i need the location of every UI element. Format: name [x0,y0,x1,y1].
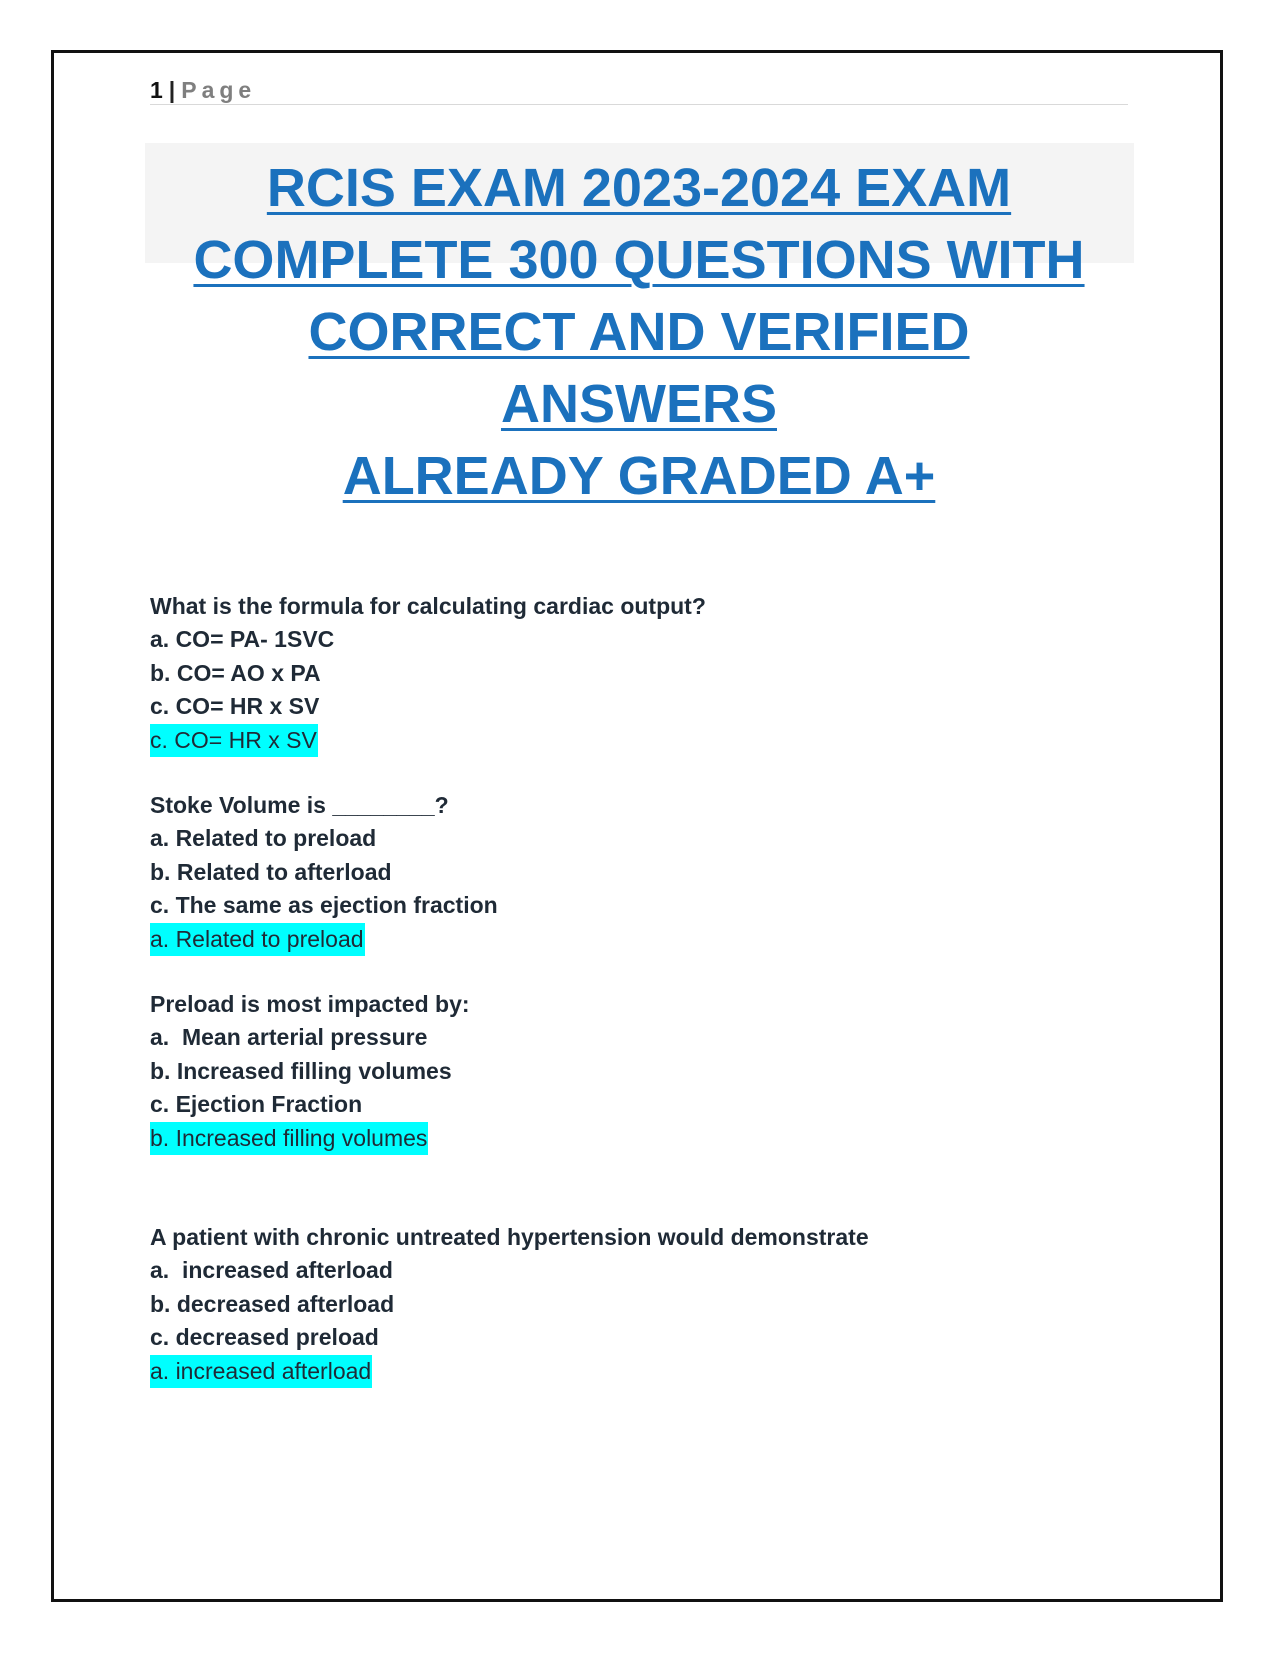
title-line: ALREADY GRADED A+ [342,446,936,506]
option-c: c. Ejection Fraction [150,1091,363,1118]
option-c: c. The same as ejection fraction [150,892,498,919]
title-line: CORRECT AND VERIFIED [308,302,970,362]
question-text: Preload is most impacted by: [150,991,470,1017]
question-text: Stoke Volume is ________? [150,792,449,818]
page-separator: | [168,77,176,103]
answer-line [150,923,1050,956]
answer-highlight: c. CO= HR x SV [150,724,318,757]
document-title [150,152,1128,512]
title-line: ANSWERS [500,374,777,434]
answer-line [150,1122,1050,1155]
option-a: a. Mean arterial pressure [150,1024,428,1051]
question-text: What is the formula for calculating cardiac output? [150,593,706,619]
question-text: A patient with chronic untreated hypertension would demonstrate [150,1224,869,1250]
answer-highlight: b. Increased filling volumes [150,1122,428,1155]
title-line: RCIS EXAM 2023-2024 EXAM [266,158,1012,218]
option-b: b. Related to afterload [150,858,392,885]
option-b: b. CO= AO x PA [150,659,321,686]
answer-highlight: a. increased afterload [150,1355,372,1388]
option-b: b. Increased filling volumes [150,1057,452,1084]
question-block-3 [150,988,1050,1155]
title-line: COMPLETE 300 QUESTIONS WITH [193,230,1085,290]
option-b: b. decreased afterload [150,1290,395,1317]
answer-highlight: a. Related to preload [150,923,365,956]
question-block-1 [150,590,1050,757]
question-block-2 [150,789,1050,956]
option-a: a. CO= PA- 1SVC [150,626,335,653]
page-header [150,75,1128,105]
option-a: a. increased afterload [150,1257,393,1284]
option-c: c. CO= HR x SV [150,693,320,720]
option-c: c. decreased preload [150,1324,379,1351]
page-label: Page [181,77,257,103]
answer-line [150,724,1050,757]
option-a: a. Related to preload [150,825,377,852]
answer-line [150,1355,1050,1388]
question-block-4 [150,1221,1050,1388]
page-number: 1 [150,77,163,103]
